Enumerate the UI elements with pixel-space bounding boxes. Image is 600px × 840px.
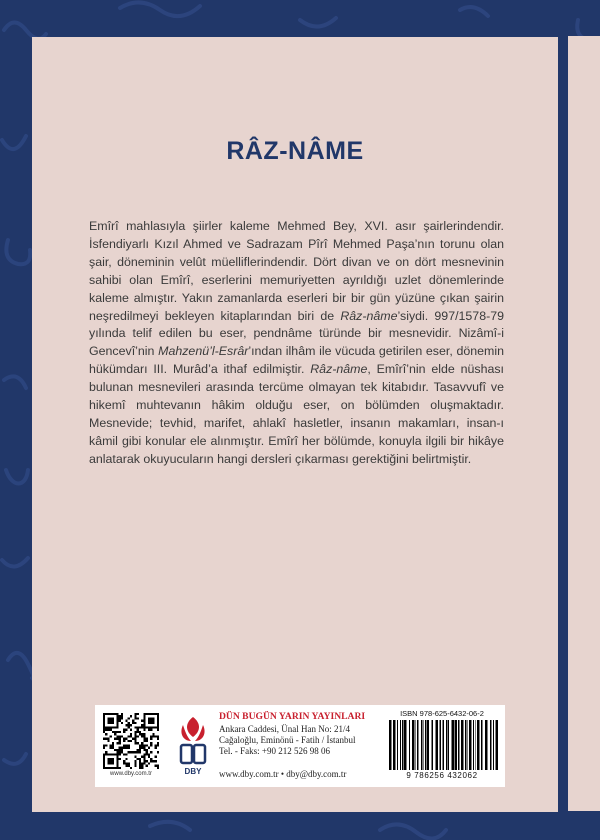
back-cover-panel bbox=[32, 37, 558, 812]
publisher-name: DÜN BUGÜN YARIN YAYINLARI bbox=[219, 711, 366, 722]
italic-work-title: Râz-nâme bbox=[340, 308, 398, 323]
book-title: RÂZ-NÂME bbox=[226, 137, 364, 165]
publisher-logo-text: DBY bbox=[184, 767, 202, 776]
book-description bbox=[89, 218, 504, 469]
publisher-info-box bbox=[95, 705, 505, 787]
italic-work-title: Mahzenü’l-Esrâr bbox=[158, 344, 249, 359]
isbn-label: ISBN 978-625-6432-06-2 bbox=[400, 709, 484, 718]
description-text: ’siydi. 997/1578-79 yılında telif edilen bu eser, pendnâme türünde bir mesnevidir. Nizâmî-i Gencevî’nin bbox=[89, 308, 504, 359]
isbn-barcode bbox=[383, 709, 501, 783]
description-text: Emîrî mahlasıyla şiirler kaleme Mehmed Bey, XVI. asır şairlerindendir. İsfendiyarlı Kızıl Ahmed ve Sadrazam Pîrî Mehmed Paşa’nın torunu olan şair, döneminin velût müelliflerindendir. Dört divan ve on dört mesnevinin sahibi olan Emîrî, eserlerini memuriyetten ayrıldığı uzlet dönemlerinde kaleme almıştır. Yakın zamanlarda eserleri bir bir gün yüzüne çıkan şairin neşredilmeyi bekleyen kitaplarından biri de bbox=[89, 219, 504, 323]
publisher-phone: Tel. - Faks: +90 212 526 98 06 bbox=[219, 746, 330, 756]
description-text: , Emîrî’nin elde nüshası bulunan mesnevileri arasında tercüme olmayan tek kitabıdır. Tasavvufî ve hikemî muhtevanın hâkim olduğu eser, on bölümden oluşmaktadır. Mesnevide; tevhid, marifet, ahlakî hasletler, insanın makamları, insan-ı kâmil gibi konular ele alınmıştır. Emîrî her bölümde, konuyla ilgili bir hikâye anlatarak okuyucuların hangi dersleri çıkarması gerektiğini belirtmiştir. bbox=[89, 362, 504, 466]
description-text: ’ından ilhâm ile vücuda getirilen eser, dönemin hükümdarı III. Murâd’a ithaf edilmiştir. bbox=[89, 344, 504, 377]
italic-work-title: Râz-nâme bbox=[310, 362, 368, 377]
qr-caption: www.dby.com.tr bbox=[110, 771, 152, 777]
publisher-logo-icon bbox=[177, 715, 209, 777]
adjacent-cover-edge bbox=[568, 36, 600, 811]
publisher-web-email[interactable]: www.dby.com.tr • dby@dby.com.tr bbox=[219, 769, 347, 779]
publisher-address-line-1: Ankara Caddesi, Ünal Han No: 21/4 bbox=[219, 724, 350, 734]
barcode-bars bbox=[387, 720, 499, 770]
qr-code[interactable] bbox=[103, 713, 159, 769]
barcode-number: 9 786256 432062 bbox=[406, 771, 478, 780]
publisher-address-line-2: Cağaloğlu, Eminönü - Fatih / İstanbul bbox=[219, 735, 356, 745]
description-paragraph bbox=[89, 218, 504, 469]
